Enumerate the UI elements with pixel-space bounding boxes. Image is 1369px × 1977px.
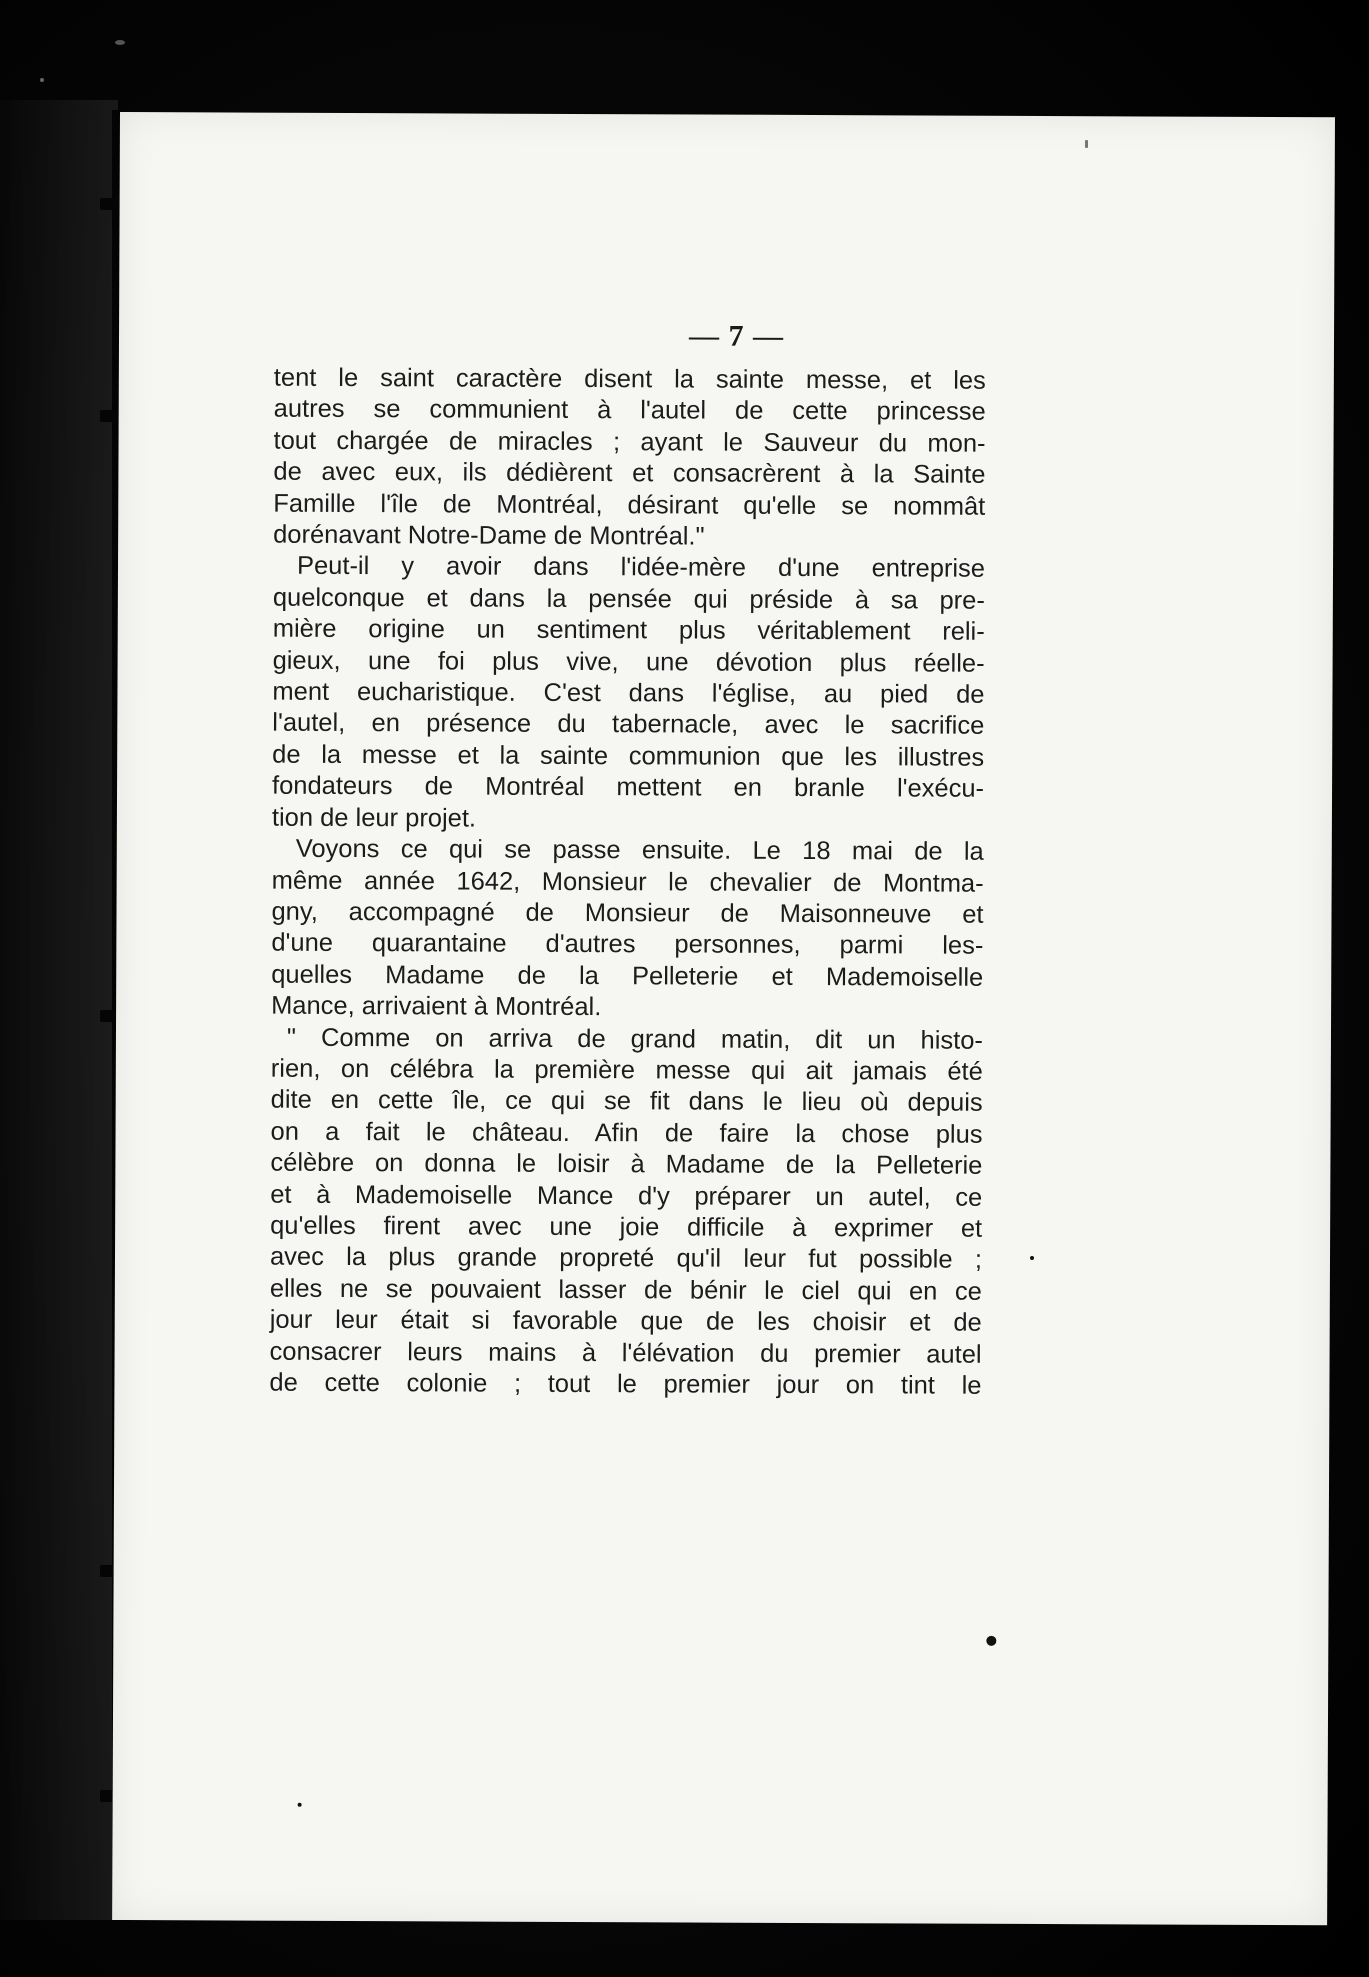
- page-number: — 7 —: [688, 319, 785, 353]
- text-line: mière origine un sentiment plus véritablement reli-: [272, 614, 985, 647]
- scan-mark: [1085, 140, 1088, 148]
- text-line: gny, accompagné de Monsieur de Maisonneuve et: [271, 897, 984, 929]
- paragraph: [269, 1022, 983, 1402]
- text-line: consacrer leurs mains à l'élévation du premier autel: [269, 1337, 982, 1369]
- text-line: et à Mademoiselle Mance d'y préparer un autel, ce: [270, 1180, 983, 1212]
- text-line: dorénavant Notre-Dame de Montréal.": [273, 520, 705, 551]
- text-line: Voyons ce qui se passe ensuite. Le 18 mai de la: [295, 834, 984, 866]
- text-line: rien, on célébra la première messe qui ait jamais été: [270, 1054, 983, 1086]
- text-line: fondateurs de Montréal mettent en branle l'exécu-: [271, 771, 985, 804]
- dust-speck: [298, 1803, 302, 1807]
- text-line: dite en cette île, ce qui se fit dans le lieu où depuis: [270, 1086, 983, 1118]
- document-page: [112, 112, 1335, 1925]
- text-line: Peut-il y avoir dans l'idée-mère d'une entreprise: [296, 552, 986, 584]
- text-line: Famille l'île de Montréal, désirant qu'elle se nommât: [273, 489, 986, 521]
- text-line: l'autel, en présence du tabernacle, avec le sacrifice: [272, 709, 985, 741]
- text-line: quelles Madame de la Pelleterie et Mademoiselle: [271, 960, 984, 992]
- text-line: jour leur était si favorable que de les choisir et de: [269, 1305, 982, 1337]
- text-line: elles ne se pouvaient lasser de bénir le ciel qui en ce: [269, 1274, 982, 1306]
- text-line: ment eucharistique. C'est dans l'église, au pied de: [272, 677, 985, 709]
- text-line: même année 1642, Monsieur le chevalier de Montma-: [271, 866, 984, 898]
- text-line: de la messe et la sainte communion que les illustres: [272, 740, 985, 772]
- text-line: Mance, arrivaient à Montréal.: [271, 991, 602, 1022]
- text-line: tent le saint caractère disent la sainte messe, et les: [273, 363, 986, 395]
- paragraph: [273, 363, 986, 555]
- paragraph: [272, 551, 985, 837]
- text-line: on a fait le château. Afin de faire la chose plus: [270, 1117, 983, 1149]
- text-line: autres se communient à l'autel de cette princesse: [273, 395, 986, 427]
- text-line: de cette colonie ; tout le premier jour on tint le: [269, 1368, 982, 1400]
- text-line: d'une quarantaine d'autres personnes, parmi les-: [271, 928, 984, 961]
- dust-speck: [1030, 1256, 1034, 1260]
- scan-mark: [115, 40, 125, 45]
- text-line: gieux, une foi plus vive, une dévotion plus réelle-: [272, 646, 985, 678]
- body-text: [269, 363, 986, 1403]
- text-line: célèbre on donna le loisir à Madame de la Pelleterie: [270, 1148, 983, 1180]
- scan-mark: [40, 78, 44, 82]
- text-line: " Comme on arriva de grand matin, dit un histo-: [286, 1023, 984, 1055]
- paragraph: [271, 834, 984, 1026]
- text-line: tion de leur projet.: [271, 803, 477, 833]
- text-line: de avec eux, ils dédièrent et consacrèrent à la Sainte: [273, 457, 986, 489]
- dust-speck: [986, 1636, 996, 1646]
- text-line: avec la plus grande propreté qu'il leur fut possible ;: [269, 1243, 983, 1275]
- text-line: tout chargée de miracles ; ayant le Sauveur du mon-: [273, 426, 986, 458]
- text-line: quelconque et dans la pensée qui préside à sa pre-: [272, 583, 985, 615]
- text-line: qu'elles firent avec une joie difficile à exprimer et: [270, 1211, 983, 1243]
